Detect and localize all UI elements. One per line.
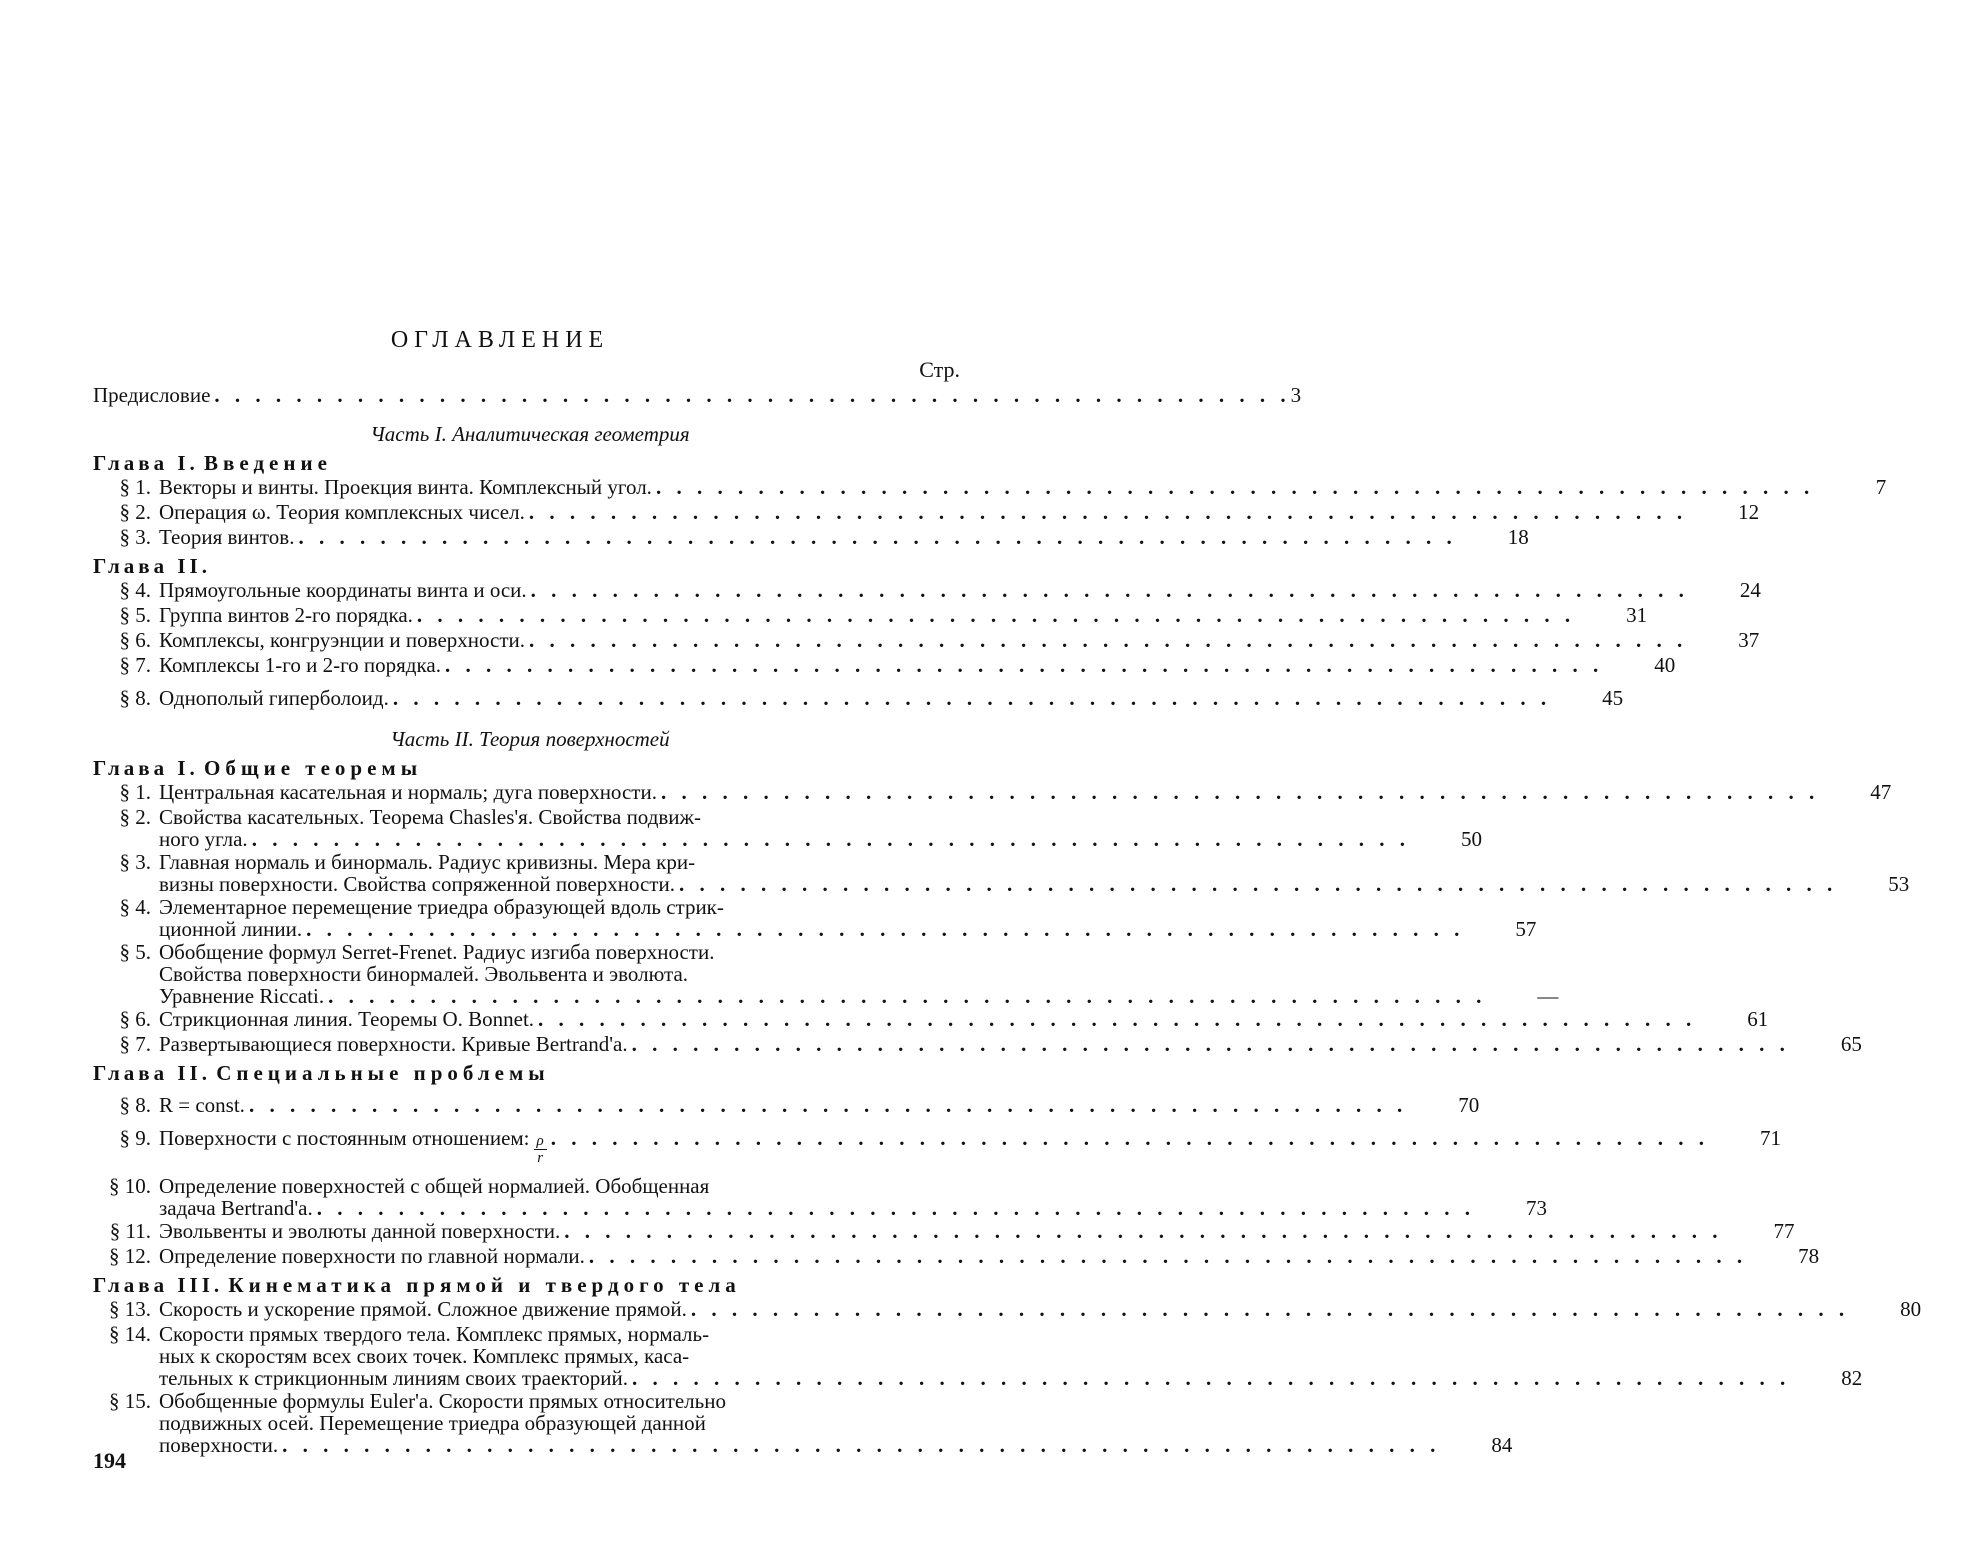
section-number: § 1.	[119, 475, 151, 499]
section-last-line	[159, 1245, 1861, 1267]
leader-dots: . . . . . . . . . . . . . . . . . . . . . . . . . . . . . . . . . . . . . . . . . . . . . . . . . . . . . . . . .	[444, 653, 1604, 677]
leader-dots: . . . . . . . . . . . . . . . . . . . . . . . . . . . . . . . . . . . . . . . . . . . . . . . . . . . . . . . . .	[248, 1093, 1408, 1117]
section-entry[interactable]	[0, 1297, 1922, 1322]
section-entry[interactable]	[0, 1093, 1480, 1118]
section-body	[159, 1298, 1963, 1320]
section-number: § 8.	[119, 1093, 151, 1117]
section-entry[interactable]	[0, 653, 1676, 678]
section-entry[interactable]	[0, 1126, 1781, 1166]
section-number: § 3.	[119, 850, 151, 874]
preface-title: Предисловие	[93, 383, 211, 407]
section-body	[159, 781, 1933, 803]
section-page: 40	[1654, 653, 1676, 677]
chapter-label: Глава II.	[93, 554, 211, 578]
chapter-title: Общие теоремы	[204, 756, 423, 780]
section-body	[159, 1033, 1904, 1055]
leader-dots: . . . . . . . . . . . . . . . . . . . . . . . . . . . . . . . . . . . . . . . . . . . . . . . . . . . . . . . . .	[690, 1297, 1850, 1321]
section-title-line: визны поверхности. Свойства сопряженной поверхности.	[159, 872, 675, 896]
section-page: 12	[1738, 500, 1760, 524]
section-page: 50	[1460, 827, 1482, 851]
section-title-line: Поверхности с постоянным отношением:	[159, 1126, 530, 1150]
section-number: § 2.	[119, 500, 151, 524]
section-title-line: ционной линии.	[159, 917, 303, 941]
section-entry[interactable]	[0, 1244, 1820, 1269]
section-body	[159, 501, 1801, 523]
section-title-line: Обобщенные формулы Euler'a. Скорости прямых относительно	[159, 1389, 726, 1413]
section-title-line: Свойства касательных. Теорема Chasles'я. Свойства подвиж-	[159, 805, 702, 829]
section-page: 70	[1458, 1093, 1480, 1117]
section-number: § 1.	[119, 780, 151, 804]
section-number: § 12.	[109, 1244, 151, 1268]
section-title-line: Прямоугольные координаты винта и оси.	[159, 578, 527, 602]
section-page: 82	[1841, 1366, 1863, 1390]
section-last-line	[159, 1033, 1904, 1055]
section-number: § 7.	[119, 1032, 151, 1056]
section-entry[interactable]	[0, 1007, 1769, 1032]
chapter-label: Глава II.	[93, 1061, 211, 1085]
part-title: Часть I. Аналитическая геометрия	[370, 422, 690, 446]
section-body	[159, 806, 1524, 850]
leader-dots: . . . . . . . . . . . . . . . . . . . . . . . . . . . . . . . . . . . . . . . . . . . . . . . . . . . . . . . . .	[328, 984, 1487, 1008]
section-last-line	[159, 629, 1801, 651]
table-of-contents	[0, 380, 1922, 1457]
section-number: § 14.	[109, 1322, 151, 1346]
section-title-line: Комплексы 1-го и 2-го порядка.	[159, 653, 441, 677]
section-title-line: Эвольвенты и эволюты данной поверхности.	[159, 1219, 561, 1243]
section-title-line: Теория винтов.	[159, 525, 295, 549]
section-entry[interactable]	[0, 940, 1559, 1008]
leader-dots: . . . . . . . . . . . . . . . . . . . . . . . . . . . . . . . . . . . . . . . . . . . . . . . . . . . . . . . . .	[660, 780, 1820, 804]
section-last-line	[159, 1220, 1837, 1242]
section-title-line: Операция ω. Теория комплексных чисел.	[159, 500, 525, 524]
section-last-line	[159, 654, 1717, 676]
leader-dots: . . . . . . . . . . . . . . . . . . . . . . . . . . . . . . . . . . . . . . . . . . . . . . . . . . . . . . . . .	[678, 872, 1838, 896]
section-entry[interactable]	[0, 686, 1624, 711]
section-number: § 4.	[119, 578, 151, 602]
leader-dots: . . . . . . . . . . . . . . . . . . . . . . . . . . . . . . . . . . . . . . . . . . . . . . . . . . . . . . . . .	[416, 603, 1576, 627]
section-body	[159, 1094, 1521, 1116]
page-number: 194	[93, 1448, 126, 1473]
leader-dots: . . . . . . . . . . . . . . . . . . . . . . . . . . . . . . . . . . . . . . . . . . . . . . . . . . . . . . . . .	[632, 1366, 1791, 1390]
section-title-line: Векторы и винты. Проекция винта. Комплексный угол.	[159, 475, 652, 499]
section-page: 47	[1870, 780, 1892, 804]
section-last-line	[159, 1197, 1589, 1219]
chapter-label: Глава I.	[93, 451, 199, 475]
section-title-line: Центральная касательная и нормаль; дуга поверхности.	[159, 780, 657, 804]
leader-dots: . . . . . . . . . . . . . . . . . . . . . . . . . . . . . . . . . . . . . . . . . . . . . . . . . . . . . . . . .	[655, 475, 1815, 499]
leader-dots: . . . . . . . . . . . . . . . . . . . . . . . . . . . . . . . . . . . . . . . . . . . . . . . . . . . . . . . . .	[550, 1126, 1709, 1150]
section-body	[159, 851, 1951, 895]
section-body	[159, 1390, 1554, 1456]
leader-dots: . . . . . . . . . . . . . . . . . . . . . . . . . . . . . . . . . . . . . . . . . . . . . . . . . . . . . . . . .	[392, 686, 1552, 710]
section-last-line	[159, 1367, 1904, 1389]
leader-dots: . . . . . . . . . . . . . . . . . . . . . . . . . . . . . . . . . . . . . . . . . . . . . . . . . . . . . . . . .	[528, 500, 1688, 524]
section-body	[159, 896, 1578, 940]
leader-dots: . . . . . . . . . . . . . . . . . . . . . . . . . . . . . . . . . . . . . . . . . . . . . . . . . . . . . . . . .	[564, 1219, 1723, 1243]
section-title-line: Скорости прямых твердого тела. Комплекс прямых, нормаль-	[159, 1322, 710, 1346]
section-title-line: Однополый гиперболоид.	[159, 686, 389, 710]
section-number: § 3.	[119, 525, 151, 549]
section-number: § 5.	[119, 603, 151, 627]
section-page: 45	[1602, 686, 1624, 710]
chapter-label: Глава I.	[93, 756, 199, 780]
section-title-line: Уравнение Riccati.	[159, 984, 325, 1008]
leader-dots: . . . . . . . . . . . . . . . . . . . . . . . . . . . . . . . . . . . . . . . . . . . . . . . . . . . . . . . . .	[538, 1007, 1697, 1031]
section-title-line: тельных к стрикционным линиям своих траекторий.	[159, 1366, 629, 1390]
section-title-line: Обобщение формул Serret-Frenet. Радиус изгиба поверхности.	[159, 940, 715, 964]
leader-dots: . . . . . . . . . . . . . . . . . . . . . . . . . . . . . . . . . . . . . . . . . . . . . . . . . . . . . . . . .	[530, 578, 1689, 602]
section-body	[159, 604, 1689, 626]
chapter-title: Кинематика прямой и твердого тела	[228, 1273, 741, 1297]
section-body	[159, 579, 1803, 601]
section-entry[interactable]	[0, 805, 1482, 851]
section-title-line: Развертывающиеся поверхности. Кривые Bertrand'a.	[159, 1032, 628, 1056]
fraction-numerator: ρ	[534, 1133, 547, 1150]
section-title-line: Определение поверхностей с общей нормалией. Обобщенная	[159, 1174, 710, 1198]
section-title-line: R = const.	[159, 1093, 245, 1117]
section-body	[159, 629, 1801, 651]
section-entry[interactable]	[0, 850, 1910, 896]
section-entry[interactable]	[0, 525, 1529, 550]
section-number: § 15.	[109, 1389, 151, 1413]
chapter-title: Введение	[204, 451, 332, 475]
chapter-title: Специальные проблемы	[216, 1061, 550, 1085]
section-last-line	[159, 1127, 1823, 1166]
section-entry[interactable]	[0, 1174, 1547, 1220]
leader-dots: . . . . . . . . . . . . . . . . . . . . . . . . . . . . . . . . . . . . . . . . . . . . . . . . . . . . . . . . .	[298, 525, 1457, 549]
section-entry[interactable]	[0, 1032, 1862, 1057]
section-page: 73	[1526, 1196, 1547, 1220]
section-number: § 4.	[119, 895, 151, 919]
section-title-line: Стрикционная линия. Теоремы O. Bonnet.	[159, 1007, 535, 1031]
section-entry[interactable]	[0, 578, 1761, 603]
section-title-line: Элементарное перемещение триедра образующей вдоль стрик-	[159, 895, 724, 919]
pages-column-header: Стр.	[919, 357, 960, 382]
section-body	[159, 1245, 1861, 1267]
section-entry[interactable]	[0, 475, 1887, 500]
section-last-line	[159, 781, 1933, 803]
section-last-line	[159, 828, 1524, 850]
section-title-line: Главная нормаль и бинормаль. Радиус кривизны. Мера кри-	[159, 850, 696, 874]
section-last-line	[159, 501, 1801, 523]
section-entry[interactable]	[0, 628, 1760, 653]
leader-dots: . . . . . . . . . . . . . . . . . . . . . . . . . . . . . . . . . . . . . . . . . . . . . . . . . . . . . . . . .	[282, 1433, 1441, 1457]
section-entry[interactable]	[0, 500, 1760, 525]
section-entry[interactable]	[0, 895, 1537, 941]
section-body	[159, 1127, 1823, 1166]
section-page: 31	[1626, 603, 1648, 627]
section-body	[159, 1220, 1837, 1242]
section-body	[159, 476, 1928, 498]
section-number: § 8.	[119, 686, 151, 710]
section-title-line: Свойства поверхности бинормалей. Эвольвента и эволюта.	[159, 962, 689, 986]
leader-dots: . . . . . . . . . . . . . . . . . . . . . . . . . . . . . . . . . . . . . . . . . . . . . . . . . . . . . . . . .	[251, 827, 1410, 851]
chapter-heading	[0, 1061, 1000, 1085]
section-title-line: задача Bertrand'a.	[159, 1196, 313, 1220]
section-number: § 7.	[119, 653, 151, 677]
section-last-line	[159, 918, 1578, 940]
section-number: § 11.	[109, 1219, 151, 1243]
chapter-heading	[0, 554, 1000, 578]
section-page: 77	[1773, 1219, 1795, 1243]
section-page: 71	[1759, 1126, 1781, 1150]
section-number: § 10.	[109, 1174, 151, 1198]
section-page: 78	[1798, 1244, 1820, 1268]
section-last-line	[159, 1298, 1963, 1320]
leader-dots: . . . . . . . . . . . . . . . . . . . . . . . . . . . . . . . . . . . . . . . . . . . . . . . . . . . . .	[214, 383, 1291, 407]
section-page: 37	[1738, 628, 1760, 652]
section-number: § 9.	[119, 1126, 151, 1150]
section-entry[interactable]	[0, 1219, 1795, 1244]
section-page: 84	[1491, 1433, 1513, 1457]
section-title-line: подвижных осей. Перемещение триедра образующей данной	[159, 1411, 706, 1435]
section-page: 53	[1888, 872, 1910, 896]
section-last-line	[159, 526, 1571, 548]
section-number: § 5.	[119, 940, 151, 964]
leader-dots: . . . . . . . . . . . . . . . . . . . . . . . . . . . . . . . . . . . . . . . . . . . . . . . . . . . . . . . . .	[529, 628, 1688, 652]
chapter-label: Глава III.	[93, 1273, 224, 1297]
section-page: —	[1537, 984, 1559, 1008]
section-page: 80	[1900, 1297, 1922, 1321]
section-body	[159, 1175, 1589, 1219]
section-page: 18	[1507, 525, 1529, 549]
section-page: 65	[1840, 1032, 1862, 1056]
section-title-line: Комплексы, конгруэнции и поверхности.	[159, 628, 526, 652]
section-body	[159, 526, 1571, 548]
section-title-line: ных к скоростям всех своих точек. Комплекс прямых, каса-	[159, 1344, 690, 1368]
section-entry[interactable]	[0, 1389, 1513, 1457]
section-last-line	[159, 687, 1665, 709]
section-body	[159, 687, 1665, 709]
section-entry[interactable]	[0, 1322, 1863, 1390]
section-last-line	[159, 476, 1928, 498]
section-number: § 6.	[119, 628, 151, 652]
section-body	[159, 1323, 1904, 1389]
section-last-line	[159, 1094, 1521, 1116]
section-last-line	[159, 579, 1803, 601]
section-title-line: поверхности.	[159, 1433, 279, 1457]
preface-entry[interactable]	[0, 383, 1302, 407]
chapter-heading	[0, 756, 1000, 780]
section-last-line	[159, 873, 1951, 895]
fraction	[534, 1133, 547, 1166]
chapter-heading	[0, 451, 1000, 475]
section-number: § 2.	[119, 805, 151, 829]
preface-page: 3	[1290, 383, 1302, 407]
fraction-denominator: r	[537, 1150, 544, 1166]
section-title-line: Определение поверхности по главной нормали.	[159, 1244, 585, 1268]
section-body	[159, 941, 1600, 1007]
section-body	[159, 654, 1717, 676]
part-title: Часть II. Теория поверхностей	[390, 727, 670, 751]
page-title: ОГЛАВЛЕНИЕ	[390, 327, 610, 353]
section-page: 24	[1739, 578, 1761, 602]
section-entry[interactable]	[0, 780, 1892, 805]
section-body	[159, 1008, 1810, 1030]
leader-dots: . . . . . . . . . . . . . . . . . . . . . . . . . . . . . . . . . . . . . . . . . . . . . . . . . . . . . . . . .	[588, 1244, 1748, 1268]
section-title-line: Группа винтов 2-го порядка.	[159, 603, 413, 627]
section-number: § 6.	[119, 1007, 151, 1031]
section-last-line	[159, 604, 1689, 626]
leader-dots: . . . . . . . . . . . . . . . . . . . . . . . . . . . . . . . . . . . . . . . . . . . . . . . . . . . . . . . . .	[316, 1196, 1475, 1220]
section-entry[interactable]	[0, 603, 1648, 628]
section-last-line	[159, 1008, 1810, 1030]
section-title-line: ного угла.	[159, 827, 248, 851]
leader-dots: . . . . . . . . . . . . . . . . . . . . . . . . . . . . . . . . . . . . . . . . . . . . . . . . . . . . . . . . .	[306, 917, 1465, 941]
section-page: 7	[1875, 475, 1887, 499]
section-page: 57	[1515, 917, 1537, 941]
section-page: 61	[1747, 1007, 1769, 1031]
section-last-line	[159, 985, 1600, 1007]
chapter-heading	[0, 1273, 1000, 1297]
section-number: § 13.	[109, 1297, 151, 1321]
section-title-line: Скорость и ускорение прямой. Сложное движение прямой.	[159, 1297, 687, 1321]
leader-dots: . . . . . . . . . . . . . . . . . . . . . . . . . . . . . . . . . . . . . . . . . . . . . . . . . . . . . . . . .	[631, 1032, 1790, 1056]
section-last-line	[159, 1434, 1554, 1456]
